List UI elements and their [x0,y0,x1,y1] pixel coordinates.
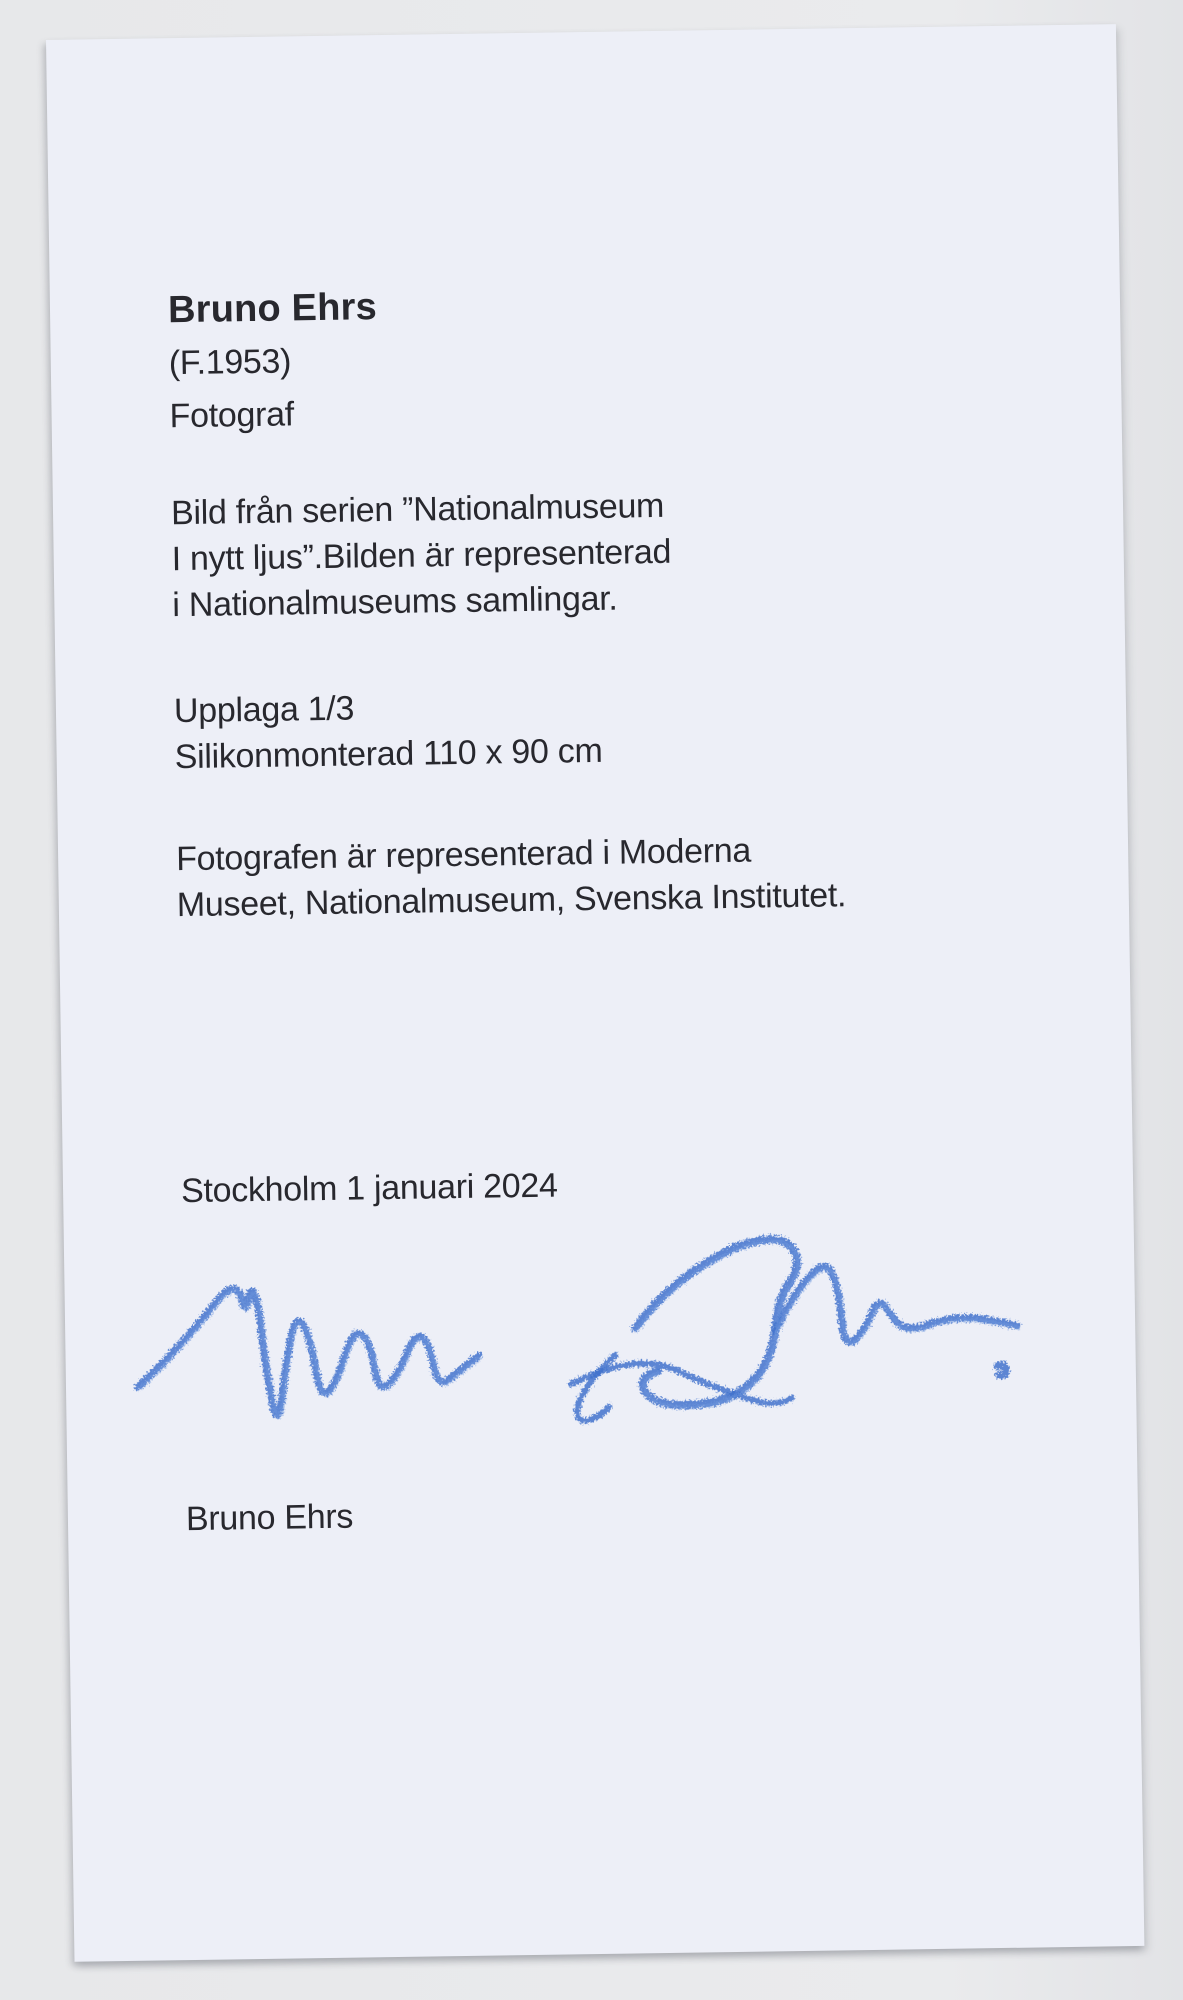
signature-period-dot [998,1365,1006,1375]
mounting-size: Silikonmonterad 110 x 90 cm [174,731,603,777]
edition-number: Upplaga 1/3 [173,689,355,731]
signature-stroke-small-c [576,1355,616,1421]
artist-header [168,280,379,443]
representation-line-1: Fotografen är representerad i Moderna [175,831,752,879]
signature-highlight-strokes [137,1238,1019,1419]
representation-line-2: Museet, Nationalmuseum, Svenska Institutet. [176,876,847,925]
certificate-paper [46,24,1144,1962]
artist-occupation: Fotograf [169,395,295,436]
series-description [171,483,672,628]
artist-name: Bruno Ehrs [167,286,378,332]
signature-stroke-left [137,1285,480,1417]
edition-details [174,682,603,780]
place-and-date: Stockholm 1 januari 2024 [180,1166,558,1211]
series-line-2: I nytt ljus”.Bilden är representerad [171,532,672,579]
artist-birth-year: (F.1953) [168,342,292,383]
signature-stroke-right [774,1264,1017,1343]
printed-signature-name: Bruno Ehrs [185,1497,354,1539]
signature-stroke-flourish [634,1239,799,1406]
representation-note [176,826,847,928]
signature-strokes [136,1236,1019,1427]
series-line-1: Bild från serien ”Nationalmuseum [170,486,665,533]
series-line-3: i Nationalmuseums samlingar. [172,579,618,625]
signature-handwriting [114,1225,1048,1499]
